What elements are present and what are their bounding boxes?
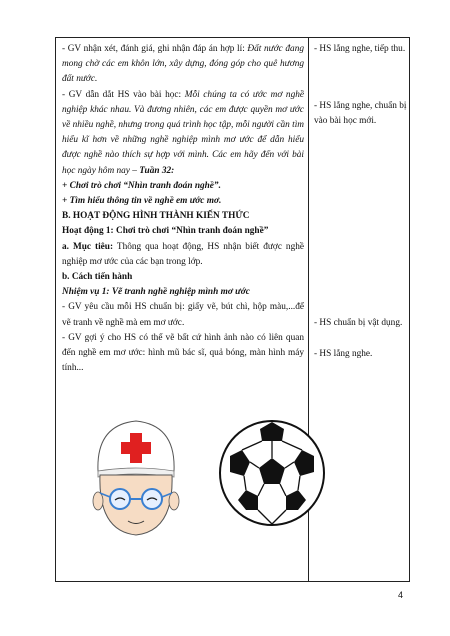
method-heading: b. Cách tiến hành [62, 272, 133, 283]
game-item: + Chơi trò chơi “Nhìn tranh đoán nghề”. [62, 180, 221, 191]
goal-label: a. Mục tiêu: [62, 241, 114, 252]
lesson-table [55, 37, 410, 582]
feedback-quote: Đất nước đang mong chờ các em khôn lớn, xây dựng, đóng góp cho quê hương đất nước. [62, 44, 304, 85]
intro-quote: Mỗi chúng ta có ước mơ nghề nghiệp khác nhau. Và đương nhiên, các em được quyền mơ ước về nhiều nghề, nhưng trong quá trình học tập, mỗi người cần tìm hiểu kĩ hơn về những nghề nghiệp mình mơ ước để dẫn hiểu được nghề nào thích sự hợp với mình. Các em hãy đến với bài học ngày hôm nay – [62, 89, 305, 176]
student-note-3: - HS chuẩn bị vật dụng. [314, 318, 403, 328]
goal-text: Thông qua hoạt động, HS nhận biết được nghề nghiệp mơ ước của các bạn trong lớp. [62, 241, 305, 267]
student-note-4: - HS lắng nghe. [314, 349, 373, 359]
suggestion-paragraph: - GV gợi ý cho HS có thể vẽ bất cứ hình ảnh nào có liên quan đến nghề em mơ ước: hình mũ bác sĩ, quả bóng, màn hình máy tính... [62, 332, 304, 374]
student-note-1: - HS lắng nghe, tiếp thu. [314, 44, 406, 54]
task-heading: Nhiệm vụ 1: Vẽ tranh nghề nghiệp mình mơ ước [62, 287, 250, 298]
teacher-activities-column [62, 42, 304, 376]
feedback-text: - GV nhận xét, đánh giá, ghi nhận đáp án hợp lí: [62, 44, 248, 54]
prepare-paragraph: - GV yêu cầu mỗi HS chuẩn bị: giấy vẽ, bút chì, hộp màu,...để vẽ tranh về nghề mà em mơ ước. [62, 302, 304, 328]
paragraph-feedback [62, 42, 304, 88]
page-number: 4 [397, 590, 403, 600]
section-heading: B. HOẠT ĐỘNG HÌNH THÀNH KIẾN THỨC [62, 211, 250, 222]
activity-heading: Hoạt động 1: Chơi trò chơi “Nhìn tranh đoán nghề” [62, 226, 269, 237]
soccer-ball-illustration [216, 410, 328, 536]
intro-text: - GV dẫn dắt HS vào bài học: [62, 89, 185, 100]
student-note-2: - HS lắng nghe, chuẩn bị vào bài học mới. [314, 101, 407, 127]
paragraph-intro [62, 88, 304, 179]
goal-paragraph [62, 240, 304, 270]
week-label: Tuần 32: [139, 165, 175, 176]
doctor-illustration [80, 413, 192, 543]
research-item: + Tìm hiểu thông tin về nghề em ước mơ. [62, 196, 222, 207]
